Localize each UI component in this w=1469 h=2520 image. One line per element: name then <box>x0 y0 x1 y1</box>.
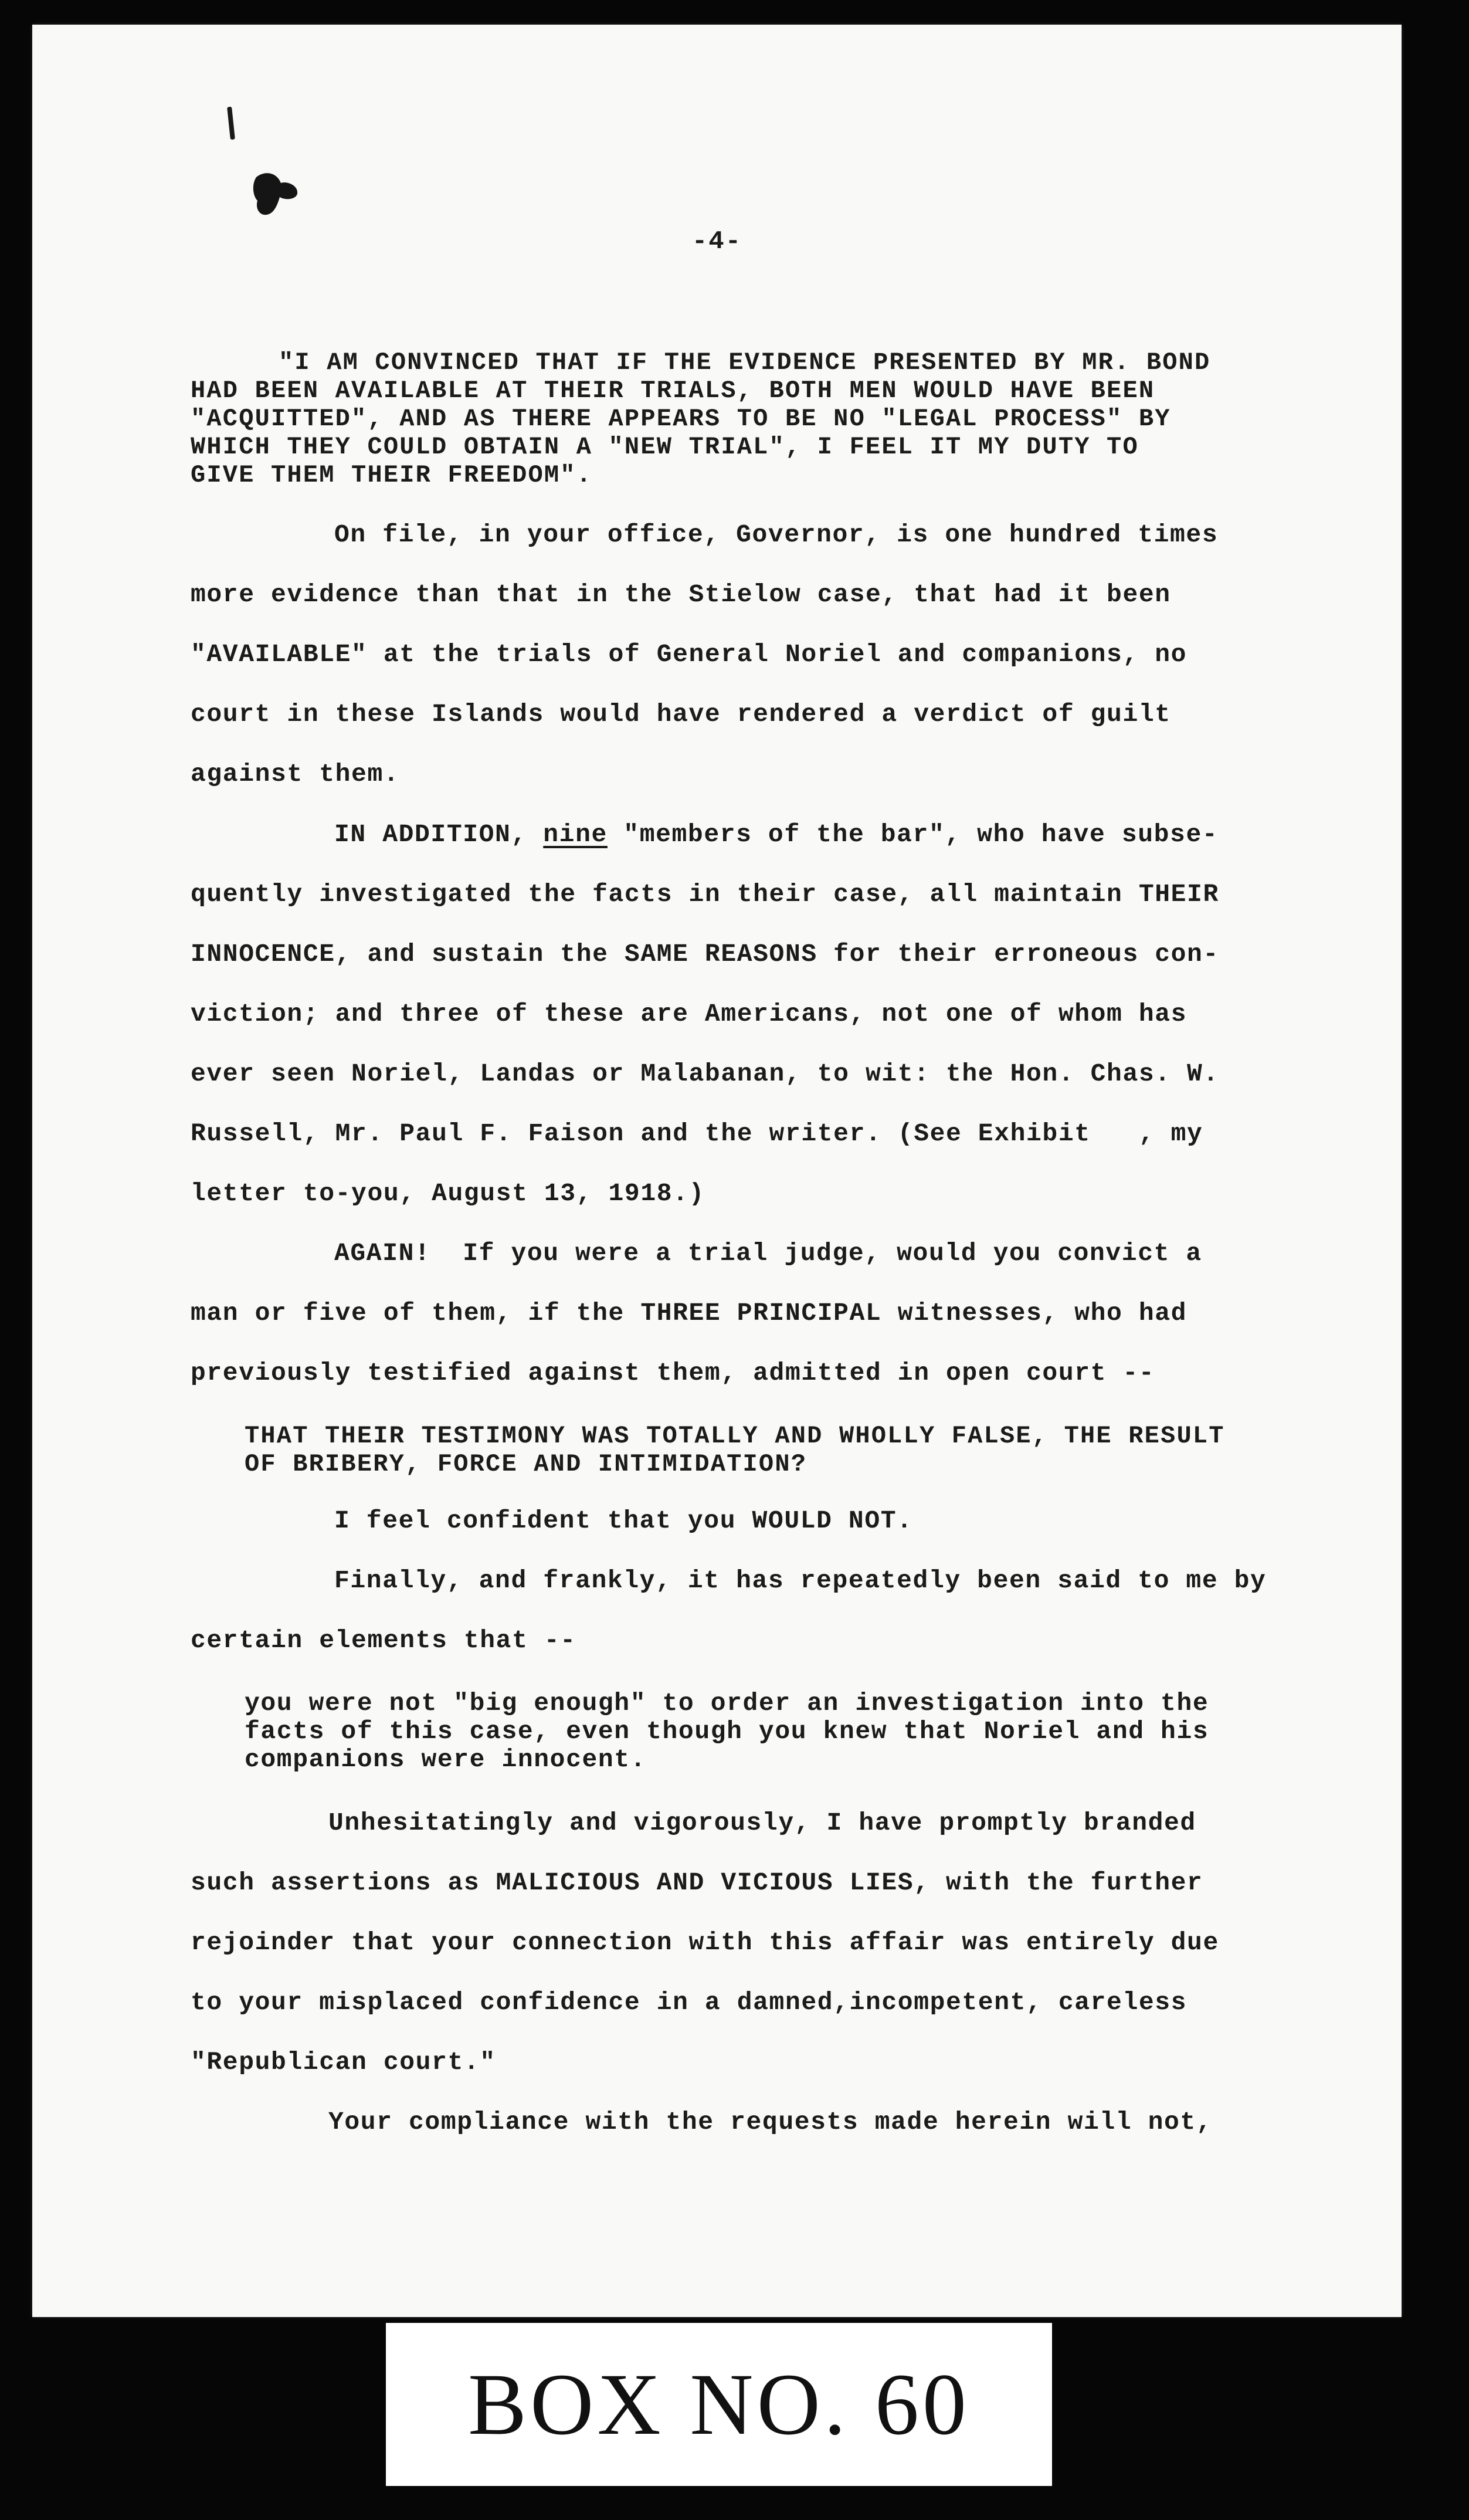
paragraph-line: On file, in your office, Governor, is one hundred times <box>334 520 1219 549</box>
paragraph-line: against them. <box>191 760 400 788</box>
paragraph-line: certain elements that -- <box>191 1626 576 1655</box>
paragraph-line: rejoinder that your connection with this affair was entirely due <box>191 1928 1219 1957</box>
paragraph-line: man or five of them, if the THREE PRINCIPAL witnesses, who had <box>191 1299 1188 1327</box>
paragraph-line: such assertions as MALICIOUS AND VICIOUS LIES, with the further <box>191 1868 1203 1897</box>
indented-block-line: THAT THEIR TESTIMONY WAS TOTALLY AND WHOLLY FALSE, THE RESULT <box>245 1422 1225 1450</box>
quote-line: GIVE THEM THEIR FREEDOM". <box>191 461 593 489</box>
typed-text <box>32 25 1402 2317</box>
quote-line: "I AM CONVINCED THAT IF THE EVIDENCE PRESENTED BY MR. BOND <box>279 348 1211 377</box>
document-page <box>32 25 1402 2317</box>
paragraph-line: letter to-you, August 13, 1918.) <box>191 1179 705 1208</box>
paragraph-line <box>334 819 1218 850</box>
quote-line: "ACQUITTED", AND AS THERE APPEARS TO BE NO "LEGAL PROCESS" BY <box>191 405 1171 433</box>
indented-block-line: companions were innocent. <box>245 1745 647 1774</box>
paragraph-line: AGAIN! If you were a trial judge, would you convict a <box>334 1239 1202 1268</box>
paragraph-line: ever seen Noriel, Landas or Malabanan, to wit: the Hon. Chas. W. <box>191 1059 1219 1088</box>
paragraph-line: previously testified against them, admitted in open court -- <box>191 1359 1155 1387</box>
box-number-text: BOX NO. 60 <box>468 2356 970 2453</box>
archive-box-label <box>386 2323 1052 2486</box>
paragraph-line: quently investigated the facts in their case, all maintain THEIR <box>191 880 1219 909</box>
paragraph-text: "members of the bar", who have subse- <box>607 820 1219 849</box>
paragraph-line: Unhesitatingly and vigorously, I have promptly branded <box>328 1808 1196 1837</box>
paragraph-line: court in these Islands would have rendered a verdict of guilt <box>191 700 1171 729</box>
indented-block-line: facts of this case, even though you knew that Noriel and his <box>245 1717 1209 1746</box>
paragraph-line: to your misplaced confidence in a damned,incompetent, careless <box>191 1988 1188 2017</box>
paragraph-line: viction; and three of these are Americans, not one of whom has <box>191 1000 1188 1028</box>
paragraph-line: Finally, and frankly, it has repeatedly been said to me by <box>334 1566 1267 1595</box>
page-number: -4- <box>691 227 742 256</box>
paragraph-line: "Republican court." <box>191 2048 496 2077</box>
underlined-word: nine <box>543 820 608 849</box>
quote-line: HAD BEEN AVAILABLE AT THEIR TRIALS, BOTH MEN WOULD HAVE BEEN <box>191 377 1155 405</box>
paragraph-line: Russell, Mr. Paul F. Faison and the writer. (See Exhibit , my <box>191 1119 1203 1148</box>
paragraph-line: INNOCENCE, and sustain the SAME REASONS for their erroneous con- <box>191 940 1219 968</box>
indented-block-line: you were not "big enough" to order an investigation into the <box>245 1689 1209 1718</box>
quote-line: WHICH THEY COULD OBTAIN A "NEW TRIAL", I FEEL IT MY DUTY TO <box>191 433 1139 461</box>
paragraph-line: "AVAILABLE" at the trials of General Noriel and companions, no <box>191 640 1188 669</box>
paragraph-text: IN ADDITION, <box>334 820 544 849</box>
indented-block-line: OF BRIBERY, FORCE AND INTIMIDATION? <box>245 1450 808 1478</box>
paragraph-line: I feel confident that you WOULD NOT. <box>334 1506 913 1535</box>
paragraph-line: Your compliance with the requests made herein will not, <box>328 2108 1213 2136</box>
paragraph-line: more evidence than that in the Stielow case, that had it been <box>191 580 1171 609</box>
